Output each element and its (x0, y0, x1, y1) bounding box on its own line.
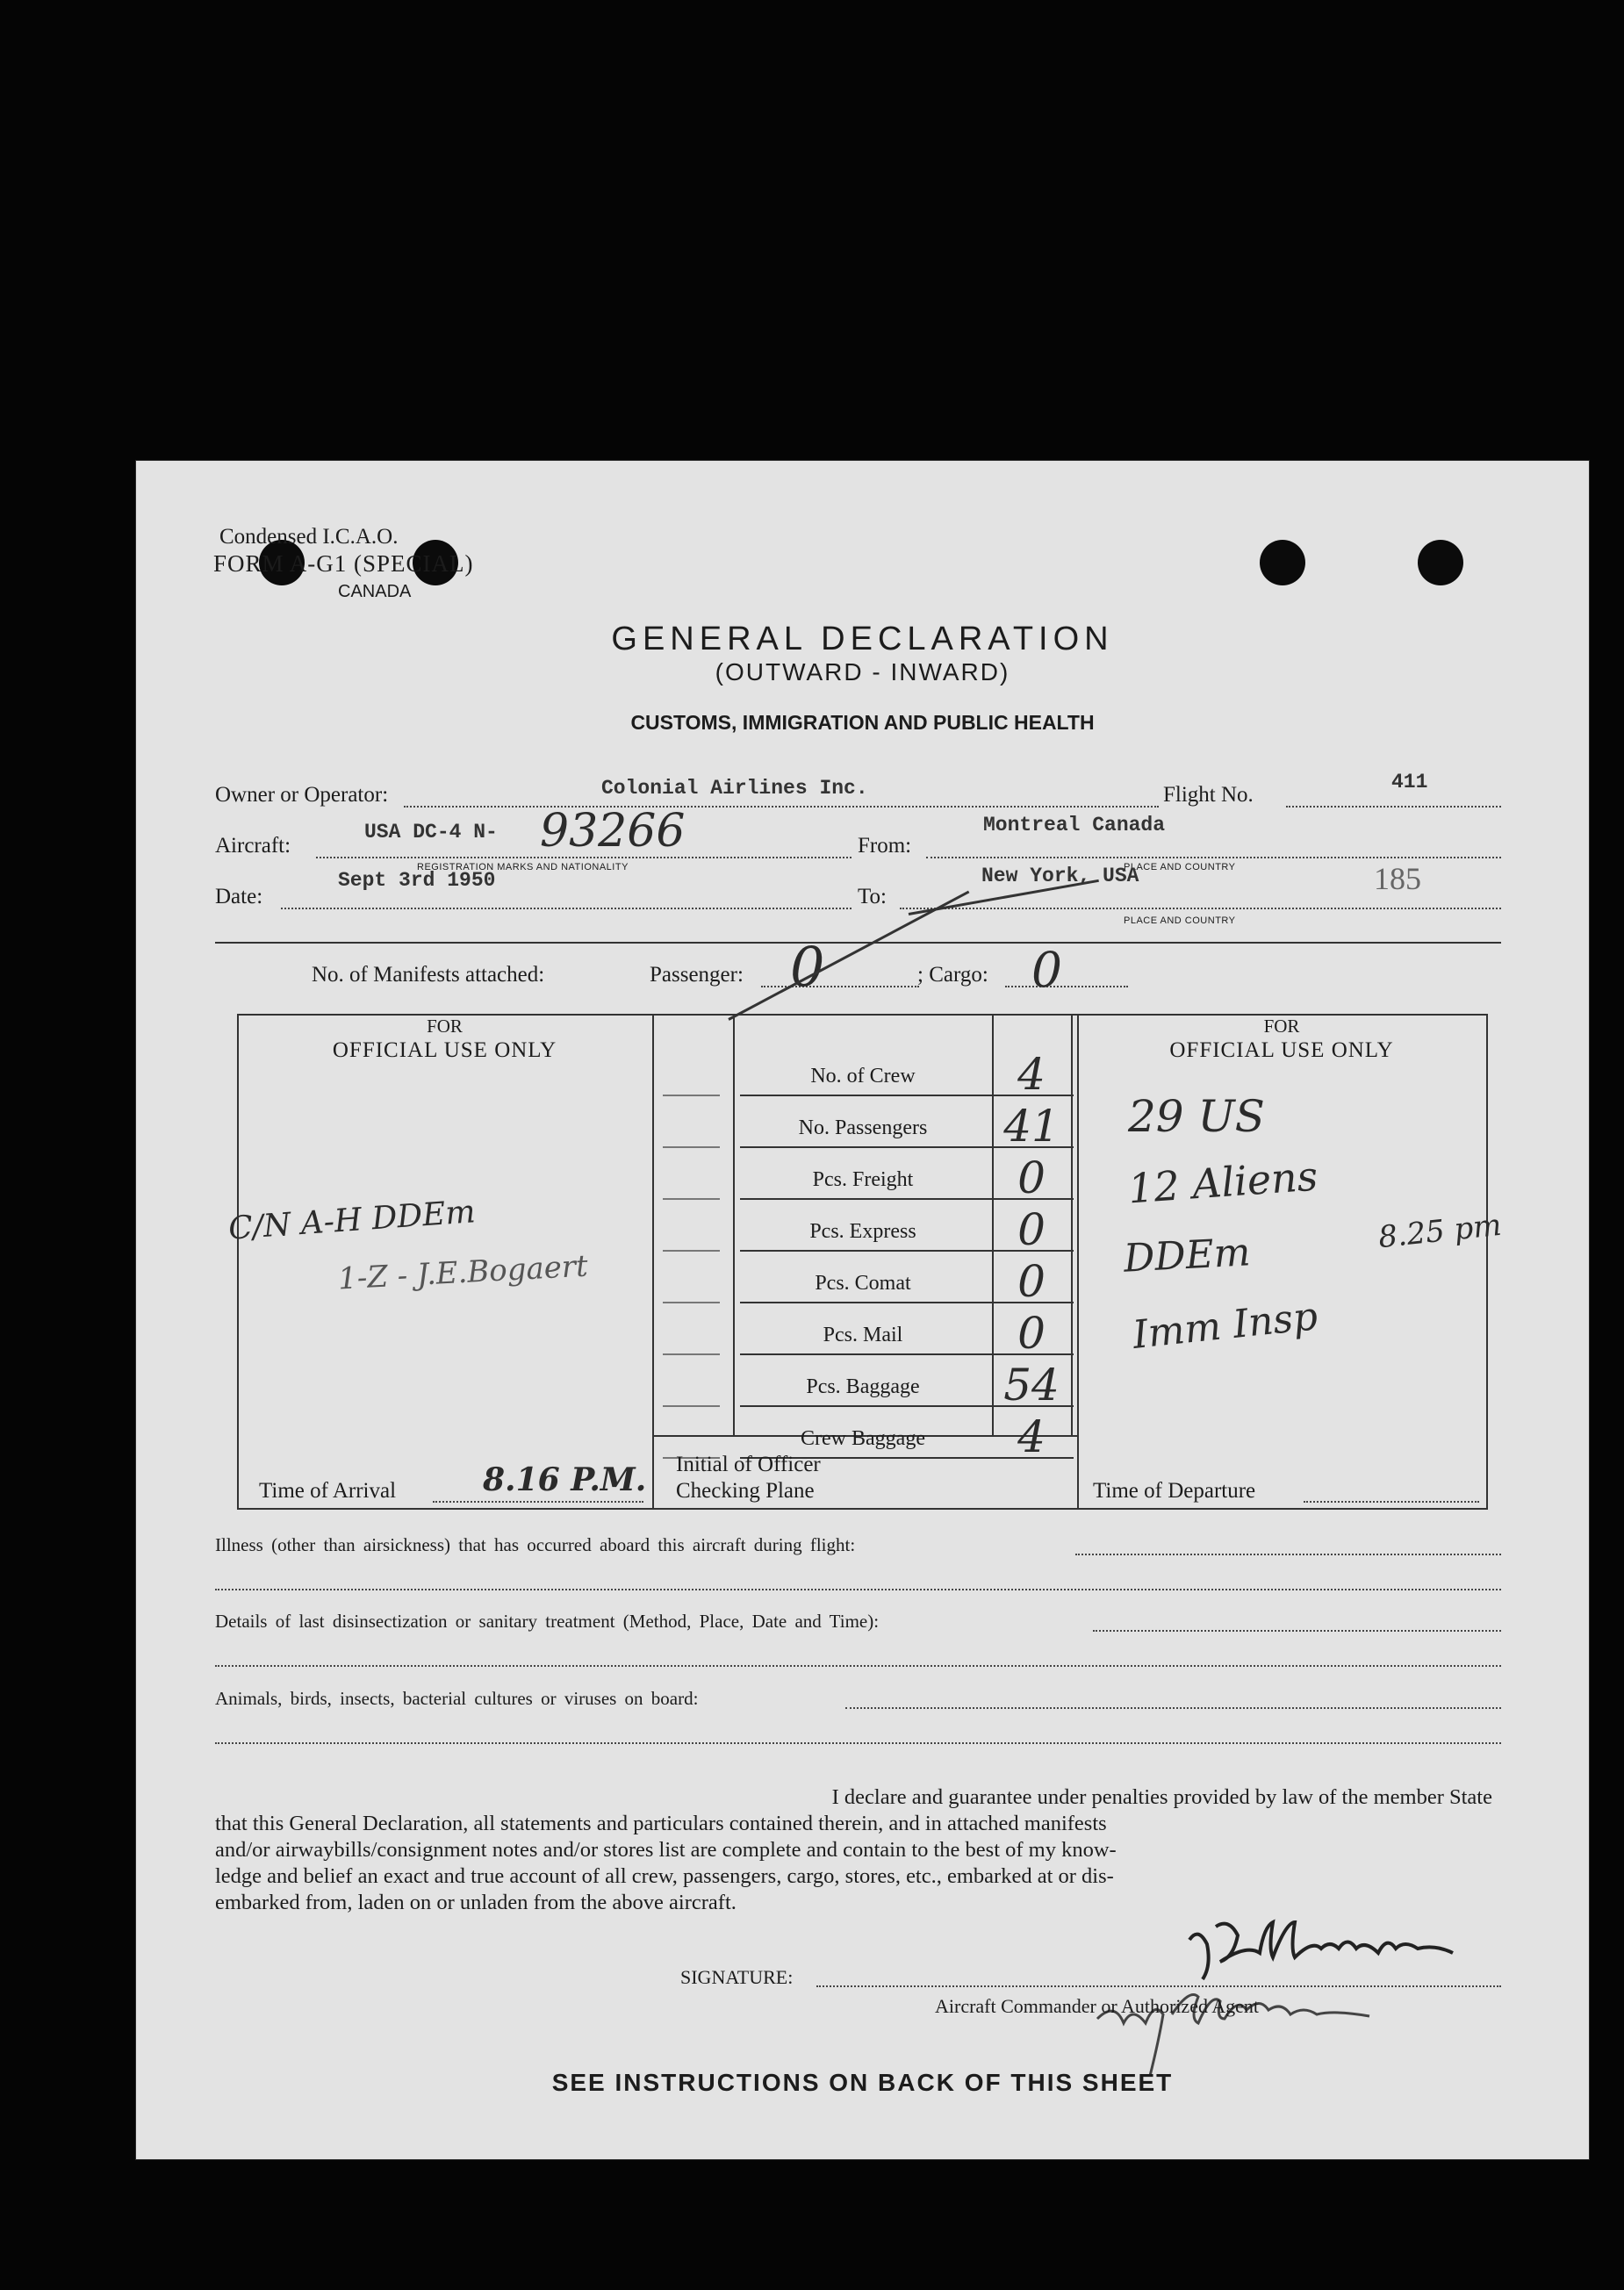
initial-officer-label-1: Initial of Officer (676, 1453, 821, 1476)
place-caption-to: PLACE AND COUNTRY (1124, 915, 1236, 926)
row-label: Pcs. Express (809, 1220, 916, 1243)
from-label: From: (858, 834, 912, 858)
illness-question: Illness (other than airsickness) that has occurred aboard this aircraft during flight: (215, 1534, 856, 1555)
declaration-line-5: embarked from, laden on or unladen from the above aircraft. (215, 1891, 737, 1914)
right-note-aliens: 12 Aliens (1126, 1152, 1319, 1213)
row-label: Pcs. Comat (815, 1272, 911, 1295)
right-header-official: OFFICIAL USE ONLY (1169, 1038, 1394, 1062)
row-label: Crew Baggage (801, 1427, 925, 1450)
owner-line (404, 806, 1159, 808)
right-note-us: 29 US (1128, 1091, 1265, 1142)
row-value: 0 (1017, 1204, 1046, 1255)
row-value: 4 (1017, 1411, 1046, 1462)
footer-instructions: SEE INSTRUCTIONS ON BACK OF THIS SHEET (551, 2069, 1174, 2096)
initial-officer-label-2: Checking Plane (676, 1479, 815, 1503)
handwritten-signature (1093, 1900, 1584, 2085)
flight-label: Flight No. (1163, 783, 1254, 807)
table-left-border (237, 1014, 239, 1510)
row-value: 0 (1017, 1152, 1046, 1203)
form-header-line3: CANADA (338, 582, 412, 601)
declaration-line-2: that this General Declaration, all statements and particulars contained therein, and in attached manifests (215, 1812, 1107, 1835)
illness-line-2 (215, 1589, 1501, 1590)
declaration-sheet (136, 461, 1589, 2159)
right-note-time: 8.25 pm (1376, 1207, 1504, 1256)
row-label: No. of Crew (810, 1065, 916, 1088)
row-value: 54 (1003, 1360, 1060, 1411)
illness-line (1075, 1554, 1501, 1555)
row-label: No. Passengers (798, 1116, 928, 1139)
row-underline (740, 1405, 1074, 1407)
row-label: Pcs. Mail (823, 1324, 903, 1346)
table-right-border (1486, 1014, 1488, 1510)
initial-column-line (663, 1095, 720, 1096)
row-underline (740, 1198, 1074, 1200)
table-bottom-border (237, 1508, 1488, 1510)
aircraft-registration: 93266 (540, 805, 686, 858)
date-label: Date: (215, 885, 263, 908)
page-subheading: CUSTOMS, IMMIGRATION AND PUBLIC HEALTH (630, 711, 1095, 734)
form-header-line1: Condensed I.C.A.O. (219, 525, 399, 549)
row-value: 4 (1017, 1049, 1046, 1100)
punch-hole (1260, 540, 1305, 585)
table-divider (733, 1014, 735, 1435)
header-separator (215, 942, 1501, 944)
cargo-manifest-label: ; Cargo: (917, 963, 988, 987)
initial-column-line (663, 1198, 720, 1200)
time-arrival-label: Time of Arrival (259, 1479, 397, 1503)
initial-column-line (663, 1302, 720, 1303)
to-value: New York, USA (981, 865, 1139, 887)
row-value: 0 (1017, 1308, 1046, 1359)
pen-stroke (728, 891, 969, 1021)
declaration-line-4: ledge and belief an exact and true account of all crew, passengers, cargo, stores, etc., embarked at or dis- (215, 1864, 1114, 1888)
right-note-initials: DDEm (1122, 1230, 1252, 1281)
row-underline (740, 1250, 1074, 1252)
form-header-line2: FORM A-G1 (SPECIAL) (213, 550, 474, 577)
row-underline (740, 1353, 1074, 1355)
owner-label: Owner or Operator: (215, 783, 389, 807)
passenger-manifest-label: Passenger: (650, 963, 744, 987)
row-underline (740, 1095, 1074, 1096)
owner-value: Colonial Airlines Inc. (601, 777, 868, 800)
page-title: GENERAL DECLARATION (611, 621, 1114, 657)
row-underline (740, 1146, 1074, 1148)
left-header-for: FOR (427, 1016, 463, 1037)
cargo-manifest-line (1005, 986, 1128, 987)
to-label: To: (858, 885, 887, 908)
from-line (926, 857, 1501, 858)
page-subtitle: (OUTWARD - INWARD) (715, 658, 1010, 686)
disinsect-question: Details of last disinsectization or sanitary treatment (Method, Place, Date and Time): (215, 1611, 880, 1632)
initial-column-line (663, 1146, 720, 1148)
to-line (900, 908, 1501, 909)
punch-hole (1418, 540, 1463, 585)
manifests-label: No. of Manifests attached: (312, 963, 545, 987)
from-value: Montreal Canada (983, 814, 1166, 836)
animals-question: Animals, birds, insects, bacterial cultures or viruses on board: (215, 1688, 699, 1709)
initial-column-line (663, 1250, 720, 1252)
right-note-inspector: Imm Insp (1130, 1294, 1320, 1358)
aircraft-label: Aircraft: (215, 834, 291, 858)
cargo-manifest-value: 0 (1031, 942, 1062, 998)
time-arrival-value: 8.16 P.M. (483, 1461, 647, 1498)
time-departure-line (1304, 1501, 1479, 1503)
left-note-2: 1-Z - J.E.Bogaert (337, 1248, 589, 1297)
passenger-manifest-value: 0 (790, 935, 825, 999)
disinsect-line-2 (215, 1665, 1501, 1667)
date-value: Sept 3rd 1950 (338, 869, 496, 892)
left-header-official: OFFICIAL USE ONLY (332, 1038, 557, 1062)
declaration-line-3: and/or airwaybills/consignment notes and/or stores list are complete and contain to the best of my know- (215, 1838, 1117, 1862)
row-label: Pcs. Baggage (806, 1375, 920, 1398)
animals-line-2 (215, 1742, 1501, 1744)
date-line (281, 908, 852, 909)
declaration-line-1: I declare and guarantee under penalties provided by law of the member State (831, 1785, 1492, 1809)
table-divider (1071, 1014, 1073, 1435)
animals-line (845, 1707, 1501, 1709)
row-value: 41 (1003, 1101, 1060, 1152)
flight-line (1286, 806, 1501, 808)
place-caption-from: PLACE AND COUNTRY (1124, 862, 1236, 872)
initial-column-line (663, 1353, 720, 1355)
flight-value: 411 (1391, 771, 1428, 793)
row-label: Pcs. Freight (812, 1168, 914, 1191)
disinsect-line (1093, 1630, 1501, 1632)
initial-column-line (663, 1405, 720, 1407)
signature-label: SIGNATURE: (680, 1966, 794, 1988)
left-note-1: C/N A-H DDEm (226, 1194, 477, 1247)
aircraft-typed: USA DC-4 N- (364, 821, 498, 843)
time-departure-label: Time of Departure (1093, 1479, 1256, 1503)
right-header-for: FOR (1263, 1016, 1300, 1037)
signature-line (816, 1985, 1501, 1987)
stamp-number: 185 (1374, 861, 1421, 896)
row-value: 0 (1017, 1256, 1046, 1307)
time-arrival-line (433, 1501, 643, 1503)
row-underline (740, 1302, 1074, 1303)
signature-caption: Aircraft Commander or Authorized Agent (935, 1995, 1260, 2017)
registration-caption: REGISTRATION MARKS AND NATIONALITY (417, 862, 629, 872)
